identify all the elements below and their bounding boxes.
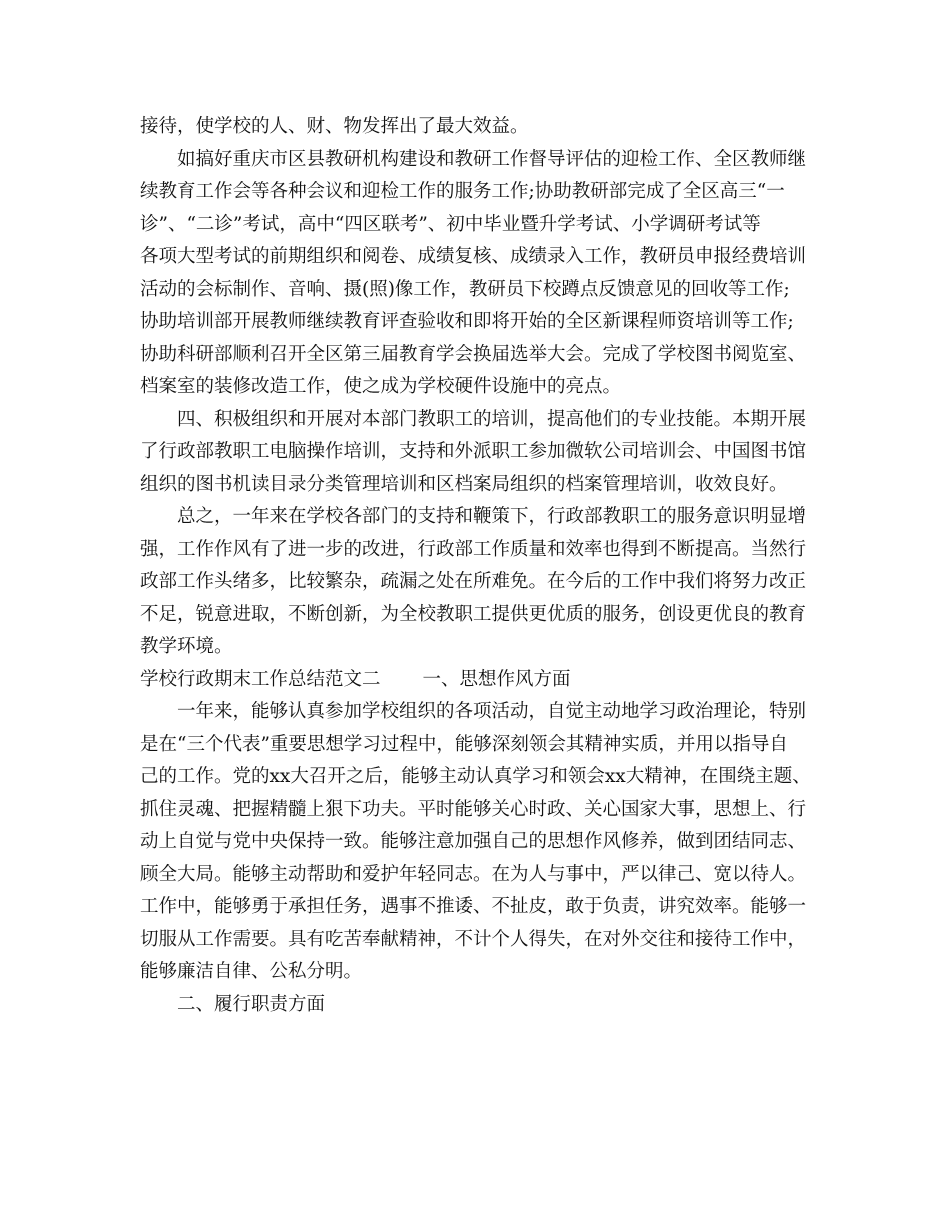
paragraph-line: 不足，锐意进取，不断创新，为全校教职工提供更优质的服务，创设更优良的教育 [140,603,807,625]
paragraph-line: 己的工作。党的xx大召开之后，能够主动认真学习和领会xx大精神，在围绕主题、 [140,766,811,787]
paragraph-line: 协助培训部开展教师继续教育评查验收和即将开始的全区新课程师资培训等工作; [140,311,794,332]
document-body [140,111,830,1021]
paragraph-line: 强，工作作风有了进一步的改进，行政部工作质量和效率也得到不断提高。当然行 [140,538,807,560]
paragraph-line: 了行政部教职工电脑操作培训，支持和外派职工参加微软公司培训会、中国图书馆 [140,441,807,462]
paragraph-line: 工作中，能够勇于承担任务，遇事不推诿、不扯皮，敢于负责，讲究效率。能够一 [140,896,807,917]
section-heading: 一、思想作风方面 [422,668,571,690]
paragraph-line: 四、积极组织和开展对本部门教职工的培训，提高他们的专业技能。本期开展 [177,408,807,430]
section-title-line [140,664,830,697]
paragraph-line: 教学环境。 [140,636,233,657]
paragraph-line: 动上自觉与党中央保持一致。能够注意加强自己的思想作风修养，做到团结同志、 [140,831,807,852]
paragraph-line: 一年来，能够认真参加学校组织的各项活动，自觉主动地学习政治理论，特别 [177,701,807,722]
paragraph-line: 抓住灵魂、把握精髓上狠下功夫。平时能够关心时政、关心国家大事，思想上、行 [140,798,807,820]
paragraph-line: 能够廉洁自律、公私分明。 [140,961,363,982]
paragraph-line: 档案室的装修改造工作，使之成为学校硬件设施中的亮点。 [140,376,622,397]
paragraph-line: 切服从工作需要。具有吃苦奉献精神，不计个人得失，在对外交往和接待工作中， [140,928,807,950]
paragraph-line: 顾全大局。能够主动帮助和爱护年轻同志。在为人与事中，严以律己、宽以待人。 [140,863,807,885]
paragraph-line: 是在“三个代表”重要思想学习过程中，能够深刻领会其精神实质，并用以指导自 [140,733,788,755]
paragraph-line: 政部工作头绪多，比较繁杂，疏漏之处在所难免。在今后的工作中我们将努力改正 [140,571,807,592]
paragraph-line: 续教育工作会等各种会议和迎检工作的服务工作;协助教研部完成了全区高三“一 [140,181,785,202]
paragraph-line: 如搞好重庆市区县教研机构建设和教研工作督导评估的迎检工作、全区教师继 [177,148,807,170]
paragraph-line: 组织的图书机读目录分类管理培训和区档案局组织的档案管理培训，收效良好。 [140,473,788,495]
paragraph-line: 诊”、“二诊”考试，高中“四区联考”、初中毕业暨升学考试、小学调研考试等 [140,213,761,235]
paragraph-line: 总之，一年来在学校各部门的支持和鞭策下，行政部教职工的服务意识明显增 [177,506,807,527]
paragraph-line: 活动的会标制作、音响、摄(照)像工作，教研员下校蹲点反馈意见的回收等工作; [140,278,790,300]
document-title: 学校行政期末工作总结范文二 [140,668,381,690]
paragraph-line: 协助科研部顺利召开全区第三届教育学会换届选举大会。完成了学校图书阅览室、 [140,343,807,365]
paragraph-line: 各项大型考试的前期组织和阅卷、成绩复核、成绩录入工作，教研员申报经费培训 [140,246,807,267]
paragraph-line: 接待，使学校的人、财、物发挥出了最大效益。 [140,116,529,137]
section-heading: 二、履行职责方面 [177,993,326,1015]
